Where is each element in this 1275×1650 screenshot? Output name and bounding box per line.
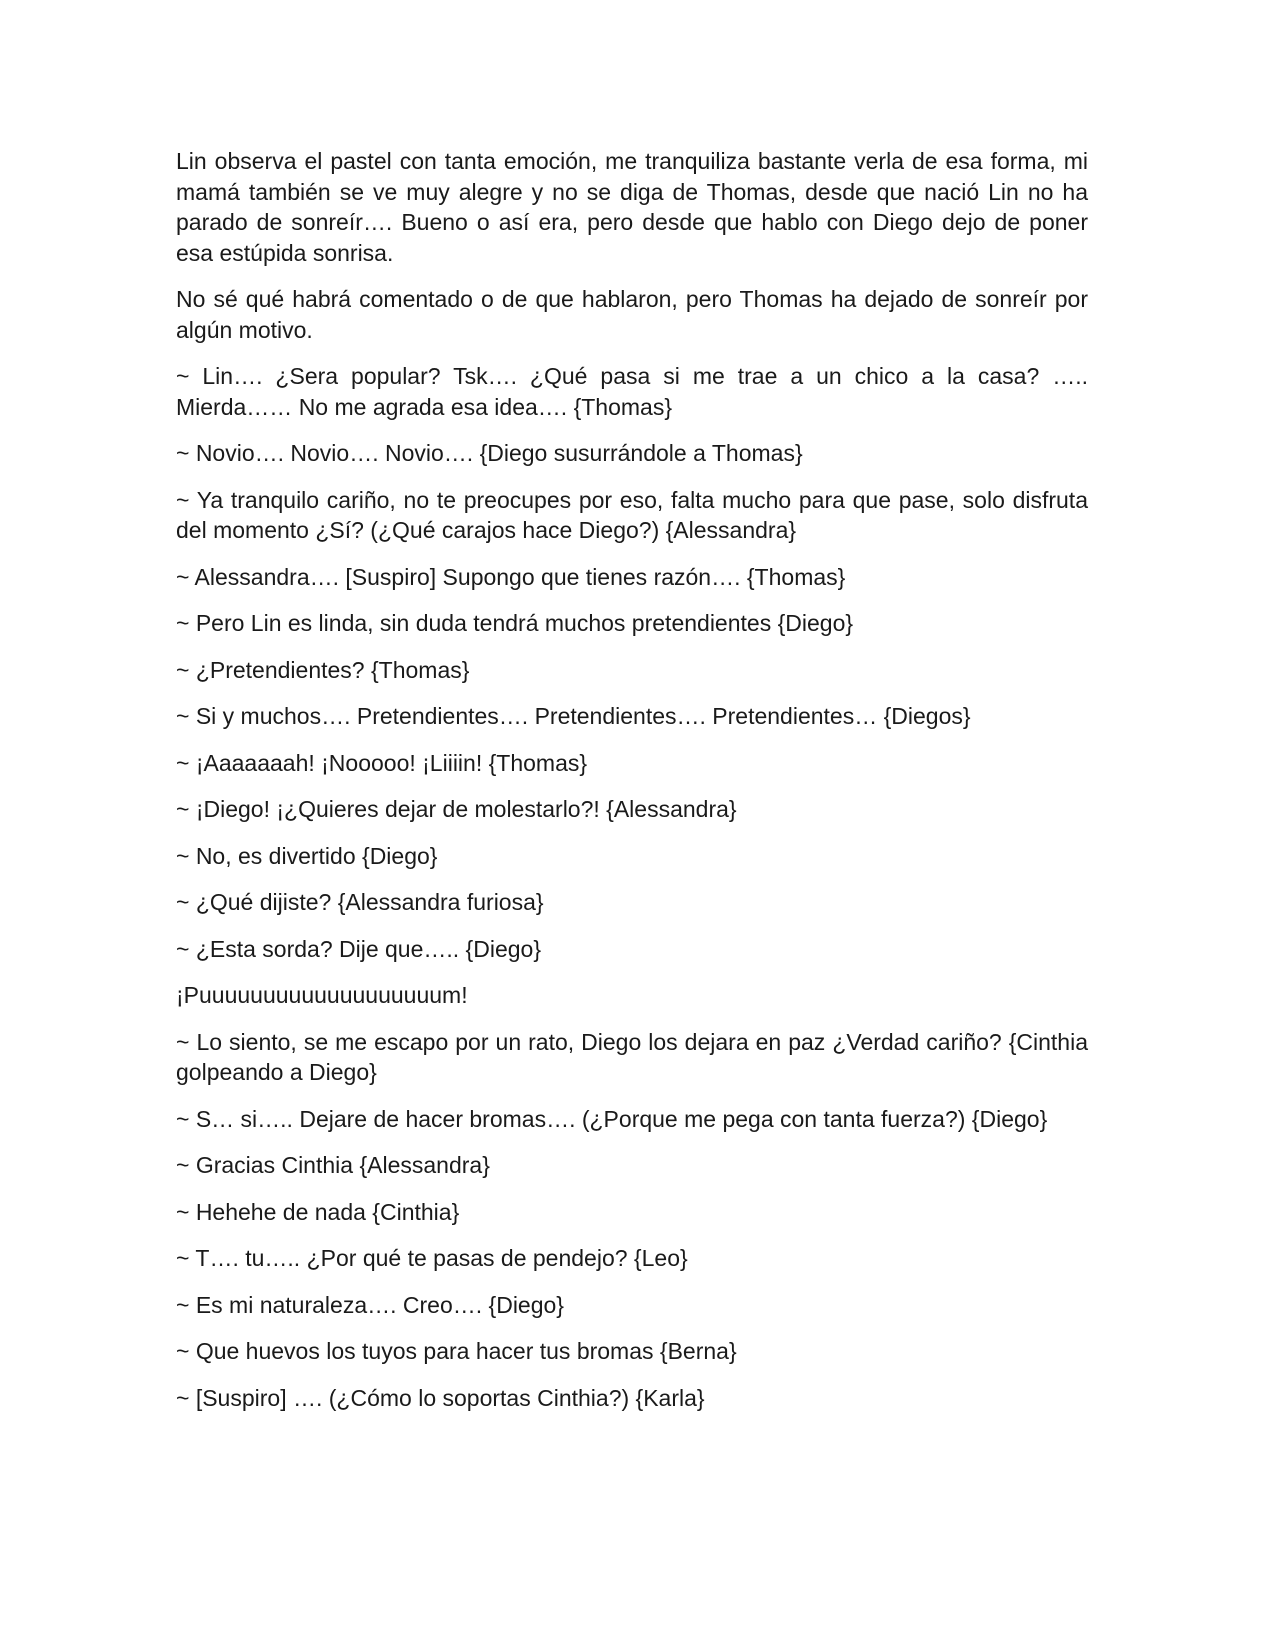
dialogue-line: ~ Que huevos los tuyos para hacer tus bromas {Berna} [176,1338,737,1364]
dialogue-line: ~ ¿Qué dijiste? {Alessandra furiosa} [176,889,544,915]
dialogue-line: ~ Es mi naturaleza…. Creo…. {Diego} [176,1291,564,1318]
dialogue-line: ~ Alessandra…. [Suspiro] Supongo que tienes razón…. {Thomas} [176,563,846,590]
dialogue-line: ~ No, es divertido {Diego} [176,842,438,869]
dialogue-line: ~ Ya tranquilo cariño, no te preocupes por eso, falta mucho para que pase, solo disfruta del momento ¿Sí? (¿Qué carajos hace Diego?) {Alessandra} [176,486,1088,543]
sound-effect-line: ¡Puuuuuuuuuuuuuuuuuuum! [176,982,468,1008]
dialogue-line: ~ [Suspiro] …. (¿Cómo lo soportas Cinthia?) {Karla} [176,1384,705,1411]
dialogue-line: ~ Si y muchos…. Pretendientes…. Pretendientes…. Pretendientes… {Diegos} [176,703,971,729]
dialogue-line: ~ Hehehe de nada {Cinthia} [176,1198,460,1225]
dialogue-line: ~ ¡Aaaaaaah! ¡Nooooo! ¡Liiiin! {Thomas} [176,749,588,776]
dialogue-line: ~ ¿Esta sorda? Dije que….. {Diego} [176,935,542,962]
dialogue-line: ~ Pero Lin es linda, sin duda tendrá muchos pretendientes {Diego} [176,610,854,636]
dialogue-line: ~ S… si….. Dejare de hacer bromas…. (¿Porque me pega con tanta fuerza?) {Diego} [176,1105,1048,1132]
dialogue-line: ~ Novio…. Novio…. Novio…. {Diego susurrándole a Thomas} [176,440,803,466]
dialogue-line: ~ Lo siento, se me escapo por un rato, Diego los dejara en paz ¿Verdad cariño? {Cinthia golpeando a Diego} [176,1028,1088,1085]
dialogue-line: ~ T…. tu….. ¿Por qué te pasas de pendejo? {Leo} [176,1245,688,1271]
narration-paragraph: Lin observa el pastel con tanta emoción, me tranquiliza bastante verla de esa forma, mi mamá también se ve muy alegre y no se diga de Thomas, desde que nació Lin no ha parado de sonreír…. Bueno o así era, pero desde que hablo con Diego dejo de poner esa estúpida sonrisa. [176,148,1088,266]
dialogue-line: ~ ¡Diego! ¡¿Quieres dejar de molestarlo?! {Alessandra} [176,796,737,822]
narration-paragraph: No sé qué habrá comentado o de que hablaron, pero Thomas ha dejado de sonreír por algún motivo. [176,286,1088,343]
dialogue-line: ~ ¿Pretendientes? {Thomas} [176,656,470,683]
document-page [176,146,1088,1429]
dialogue-line: ~ Gracias Cinthia {Alessandra} [176,1152,490,1178]
dialogue-line: ~ Lin…. ¿Sera popular? Tsk…. ¿Qué pasa si me trae a un chico a la casa? ….. Mierda…… No me agrada esa idea…. {Thomas} [176,363,1088,420]
